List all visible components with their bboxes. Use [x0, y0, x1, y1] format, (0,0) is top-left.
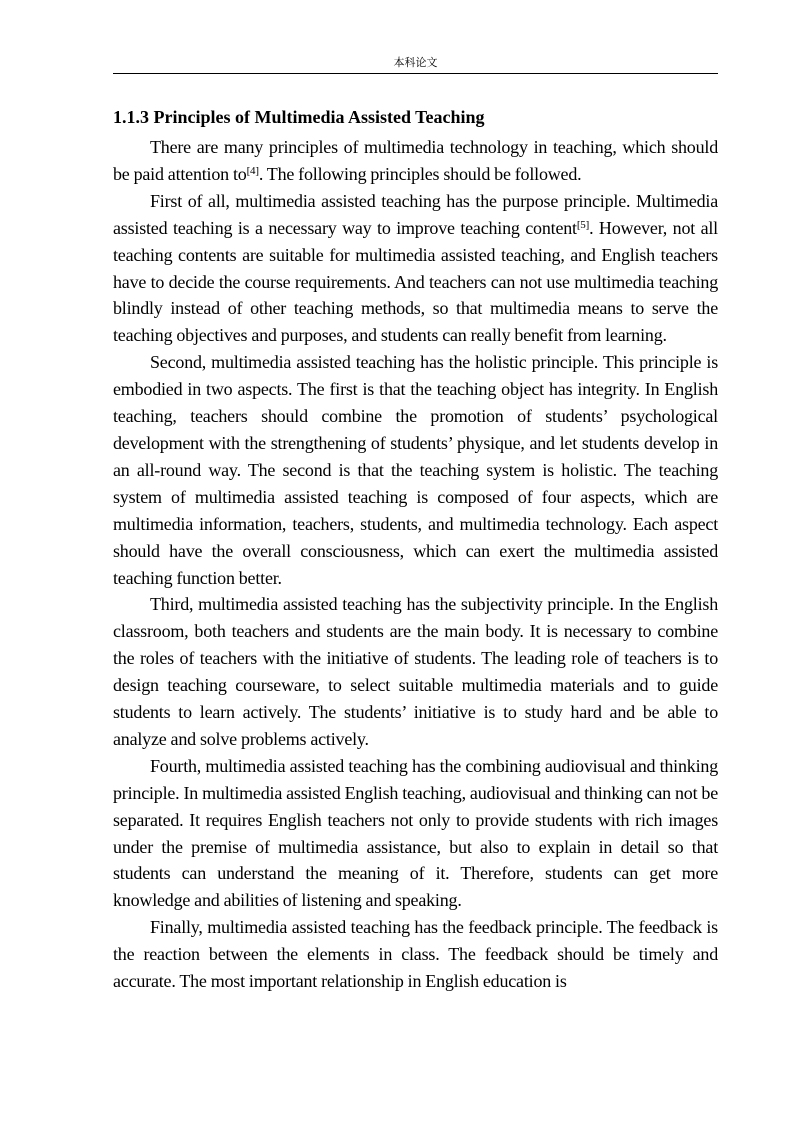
section-heading: 1.1.3 Principles of Multimedia Assisted Teaching — [113, 107, 485, 127]
paragraph-text: First of all, multimedia assisted teaching has the purpose principle. Multimedia assisted teaching is a necessary way to improve teaching content — [113, 190, 718, 238]
page-body — [113, 104, 718, 995]
paragraph-text: There are many principles of multimedia technology in teaching, which should be paid attention to — [113, 137, 718, 184]
paragraph-purpose-principle — [113, 188, 718, 349]
paragraph-audiovisual-principle: Fourth, multimedia assisted teaching has the combining audiovisual and thinking principle. In multimedia assisted English teaching, audiovisual and thinking can not be separated. It requires English teachers not only to provide students with rich images under the premise of multimedia assistance, but also to explain in detail so that students can understand the meaning of it. Therefore, students can get more knowledge and abilities of listening and speaking. — [113, 755, 718, 911]
paragraph-text: . However, not all teaching contents are suitable for multimedia assisted teaching, and English teachers have to decide the course requirements. And teachers can not use multimedia teaching blindly instead of other teaching methods, so that multimedia means to serve the teaching objectives and purposes, and students can really benefit from learning. — [113, 217, 718, 346]
paragraph-holistic-principle: Second, multimedia assisted teaching has the holistic principle. This principle is embodied in two aspects. The first is that the teaching object has integrity. In English teaching, teachers should combine the promotion of students’ psychological development with the strengthening of students’ physique, and let students develop in an all-round way. The second is that the teaching system is holistic. The teaching system of multimedia assisted teaching is composed of four aspects, which are multimedia information, teachers, students, and multimedia technology. Each aspect should have the overall consciousness, which can exert the multimedia assisted teaching function better. — [113, 352, 718, 588]
paragraph-feedback-principle: Finally, multimedia assisted teaching has the feedback principle. The feedback is the reaction between the elements in class. The feedback should be timely and accurate. The most important relationship in English education is — [113, 917, 718, 992]
citation-ref: [5] — [576, 218, 590, 231]
paragraph-text: . The following principles should be followed. — [258, 163, 582, 184]
running-header: 本科论文 — [393, 56, 438, 69]
paragraph-intro — [113, 134, 718, 188]
citation-ref: [4] — [246, 164, 259, 177]
header-rule — [113, 73, 718, 74]
paragraph-subjectivity-principle: Third, multimedia assisted teaching has the subjectivity principle. In the English classroom, both teachers and students are the main body. It is necessary to combine the roles of teachers with the initiative of students. The leading role of teachers is to design teaching courseware, to select suitable multimedia materials and to guide students to learn actively. The students’ initiative is to study hard and be able to analyze and solve problems actively. — [113, 594, 718, 749]
